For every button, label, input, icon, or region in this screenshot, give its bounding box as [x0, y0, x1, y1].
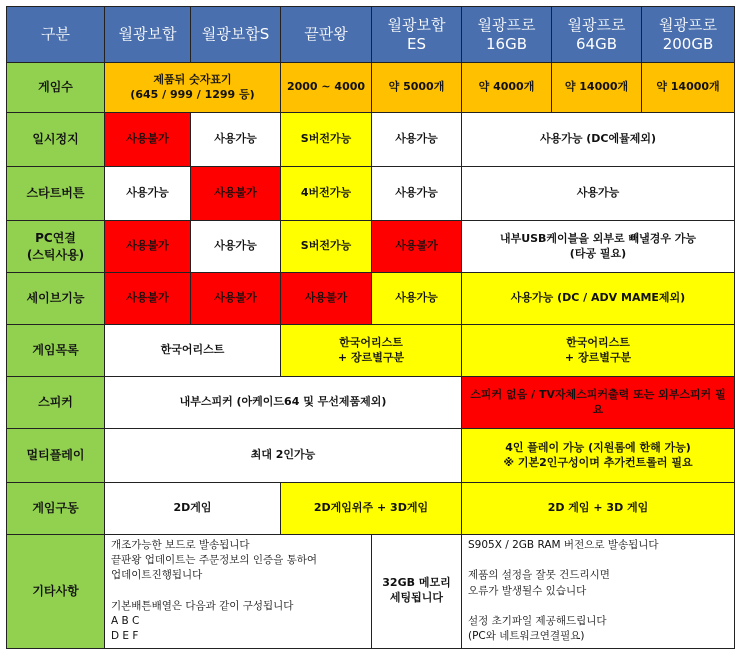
pc-c3: S버전가능 [281, 221, 372, 273]
pc-c1: 사용불가 [105, 221, 191, 273]
start-label: 스타트버튼 [7, 167, 105, 221]
pause-c4: 사용가능 [372, 113, 462, 167]
pause-c1: 사용불가 [105, 113, 191, 167]
start-row [7, 167, 735, 221]
pc-row [7, 221, 735, 273]
comparison-table [6, 6, 735, 649]
pause-c2: 사용가능 [191, 113, 281, 167]
pc-c567: 내부USB케이블을 외부로 빼낼경우 가능 (타공 필요) [462, 221, 735, 273]
save-c4: 사용가능 [372, 273, 462, 325]
multi-c1234: 최대 2인가능 [105, 429, 462, 483]
speaker-c567: 스피커 없음 / TV자체스피커출력 또는 외부스피커 필요 [462, 377, 735, 429]
speaker-row [7, 377, 735, 429]
header-col1: 월광보합 [105, 7, 191, 63]
games-c6: 약 14000개 [552, 63, 642, 113]
list-row [7, 325, 735, 377]
multi-c567: 4인 플레이 가능 (지원롬에 한해 가능) ※ 기본2인구성이며 추가컨트롤러 필요 [462, 429, 735, 483]
pc-c4: 사용불가 [372, 221, 462, 273]
etc-c567: S905X / 2GB RAM 버전으로 발송됩니다 제품의 설정을 잘못 건드리시면 오류가 발생될수 있습니다 설정 초기파일 제공해드립니다 (PC와 네트워크연결필요) [462, 535, 735, 649]
games-c4: 약 5000개 [372, 63, 462, 113]
drive-row [7, 483, 735, 535]
header-row [7, 7, 735, 63]
start-c567: 사용가능 [462, 167, 735, 221]
start-c1: 사용가능 [105, 167, 191, 221]
etc-c4: 32GB 메모리 세팅됩니다 [372, 535, 462, 649]
start-c2: 사용불가 [191, 167, 281, 221]
header-col3: 끝판왕 [281, 7, 372, 63]
save-c567: 사용가능 (DC / ADV MAME제외) [462, 273, 735, 325]
list-label: 게임목록 [7, 325, 105, 377]
pc-c2: 사용가능 [191, 221, 281, 273]
header-col2: 월광보합S [191, 7, 281, 63]
start-c3: 4버전가능 [281, 167, 372, 221]
drive-c34: 2D게임위주 + 3D게임 [281, 483, 462, 535]
start-c4: 사용가능 [372, 167, 462, 221]
header-label: 구분 [7, 7, 105, 63]
pause-row [7, 113, 735, 167]
list-c12: 한국어리스트 [105, 325, 281, 377]
list-c567: 한국어리스트 + 장르별구분 [462, 325, 735, 377]
games-c7: 약 14000개 [642, 63, 735, 113]
list-c34: 한국어리스트 + 장르별구분 [281, 325, 462, 377]
games-row [7, 63, 735, 113]
pc-label: PC연결 (스틱사용) [7, 221, 105, 273]
save-c3: 사용불가 [281, 273, 372, 325]
multi-row [7, 429, 735, 483]
etc-c123: 개조가능한 보드로 발송됩니다 끝판왕 업데이트는 주문정보의 인증을 통하여 업데이트진행됩니다 기본배튼배열은 다음과 같이 구성됩니다 A B C D E F [105, 535, 372, 649]
games-label: 게임수 [7, 63, 105, 113]
speaker-c1234: 내부스피커 (아케이드64 및 무선제품제외) [105, 377, 462, 429]
multi-label: 멀티플레이 [7, 429, 105, 483]
drive-label: 게임구동 [7, 483, 105, 535]
header-col6: 월광프로 64GB [552, 7, 642, 63]
pause-c567: 사용가능 (DC에뮬제외) [462, 113, 735, 167]
drive-c12: 2D게임 [105, 483, 281, 535]
save-row [7, 273, 735, 325]
pause-c3: S버전가능 [281, 113, 372, 167]
pause-label: 일시정지 [7, 113, 105, 167]
save-c1: 사용불가 [105, 273, 191, 325]
etc-row [7, 535, 735, 649]
games-c5: 약 4000개 [462, 63, 552, 113]
games-c12: 제품뒤 숫자표기 (645 / 999 / 1299 등) [105, 63, 281, 113]
header-col5: 월광프로 16GB [462, 7, 552, 63]
speaker-label: 스피커 [7, 377, 105, 429]
games-c3: 2000 ~ 4000 [281, 63, 372, 113]
header-col7: 월광프로 200GB [642, 7, 735, 63]
save-c2: 사용불가 [191, 273, 281, 325]
etc-label: 기타사항 [7, 535, 105, 649]
save-label: 세이브기능 [7, 273, 105, 325]
drive-c567: 2D 게임 + 3D 게임 [462, 483, 735, 535]
header-col4: 월광보합 ES [372, 7, 462, 63]
